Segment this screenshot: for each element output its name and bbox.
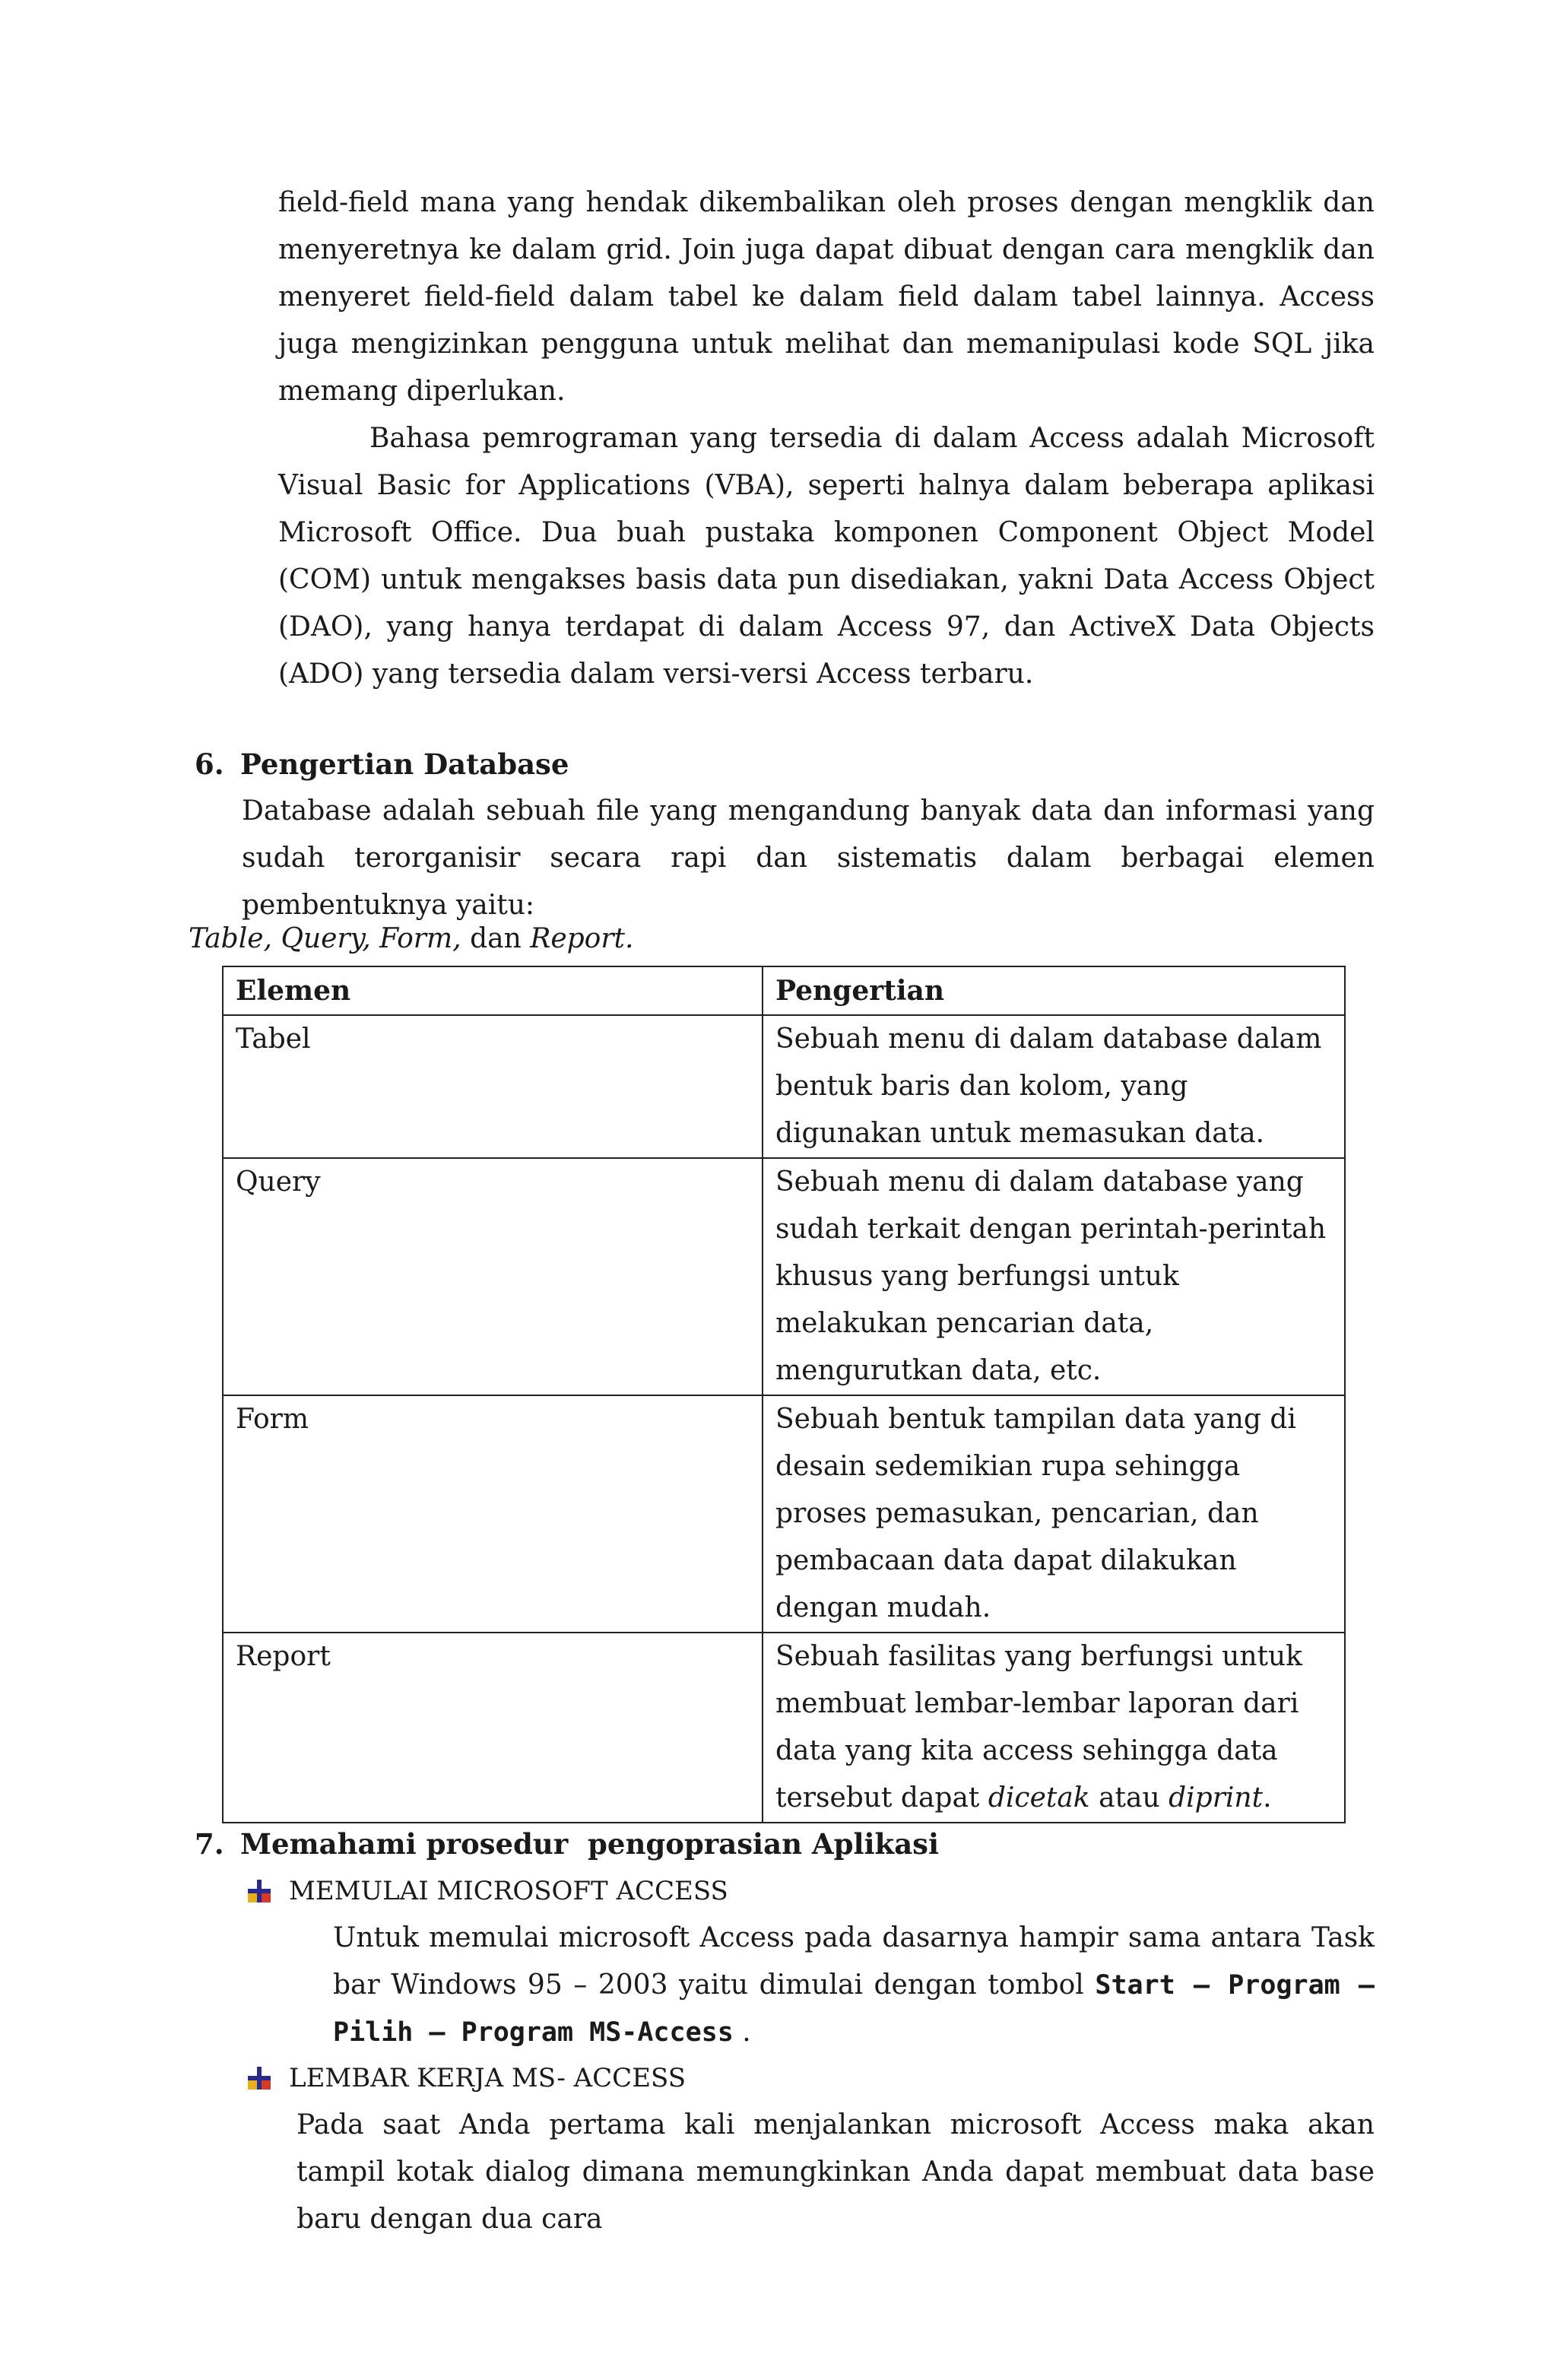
database-elements-table (222, 966, 1346, 1823)
section-6-heading (195, 745, 569, 783)
bullet-icon (248, 1880, 271, 1902)
cell-pengertian: Sebuah bentuk tampilan data yang di desain sedemikian rupa sehingga proses pemasukan, pencarian, dan pembacaan data dapat dilakukan dengan mudah. (763, 1395, 1345, 1633)
section-6-title: Pengertian Database (240, 747, 569, 781)
cell-elemen: Report (223, 1633, 763, 1823)
table-row (223, 1633, 1345, 1823)
bullet-memulai (248, 1872, 728, 1910)
bullet-memulai-heading: MEMULAI MICROSOFT ACCESS (289, 1876, 728, 1906)
caption-form: Form, (379, 923, 461, 954)
caption-table: Table, (189, 923, 272, 954)
report-italic-diprint: diprint (1169, 1782, 1264, 1814)
bullet-lembar-kerja-heading: LEMBAR KERJA MS- ACCESS (289, 2063, 687, 2093)
bullet-memulai-text (333, 1915, 1375, 2056)
report-text-suffix: . (1263, 1782, 1272, 1814)
paragraph-vba: Bahasa pemrograman yang tersedia di dalam Access adalah Microsoft Visual Basic for Applications (VBA), seperti halnya dalam beberapa aplikasi Microsoft Office. Dua buah pustaka komponen Component Object Model (COM) untuk mengakses basis data pun disediakan, yakni Data Access Object (DAO), yang hanya terdapat di dalam Access 97, dan ActiveX Data Objects (ADO) yang tersedia dalam versi-versi Access terbaru. (278, 423, 1375, 690)
report-italic-dicetak: dicetak (988, 1782, 1090, 1814)
bullet-icon (248, 2067, 271, 2090)
section-7-number: 7. (195, 1827, 224, 1861)
cell-pengertian: Sebuah menu di dalam database dalam bentuk baris dan kolom, yang digunakan untuk memasukan data. (763, 1015, 1345, 1158)
cell-pengertian: Sebuah menu di dalam database yang sudah terkait dengan perintah-perintah khusus yang berfungsi untuk melakukan pencarian data, mengurutkan data, etc. (763, 1158, 1345, 1395)
section-6-body: Database adalah sebuah file yang mengandung banyak data dan informasi yang sudah terorganisir secara rapi dan sistematis dalam berbagai elemen pembentuknya yaitu: (242, 795, 1375, 921)
report-text-prefix: Sebuah fasilitas yang berfungsi untuk membuat lembar-lembar laporan dari data yang kita access sehingga data tersebut dapat (775, 1641, 1302, 1814)
section-7-title: Memahami prosedur pengoprasian Aplikasi (240, 1827, 940, 1861)
table-row (223, 1158, 1345, 1395)
header-elemen: Elemen (223, 966, 763, 1015)
memulai-text-prefix: Untuk memulai microsoft Access pada dasarnya hampir sama antara Task bar Windows 95 – 2003 yaitu dimulai dengan tombol (333, 1922, 1375, 2001)
table-row (223, 1395, 1345, 1633)
cell-elemen: Query (223, 1158, 763, 1395)
bullet-lembar-kerja-text: Pada saat Anda pertama kali menjalankan microsoft Access maka akan tampil kotak dialog dimana memungkinkan Anda dapat membuat data base baru dengan dua cara (296, 2109, 1375, 2235)
memulai-text-suffix: . (742, 2017, 751, 2048)
cell-elemen: Tabel (223, 1015, 763, 1158)
report-text-mid: atau (1099, 1782, 1160, 1814)
paragraph-query-design: field-field mana yang hendak dikembalikan oleh proses dengan mengklik dan menyeretnya ke dalam grid. Join juga dapat dibuat dengan cara mengklik dan menyeret field-field dalam tabel ke dalam field dalam tabel lainnya. Access juga mengizinkan pengguna untuk melihat dan memanipulasi kode SQL jika memang diperlukan. (278, 187, 1375, 407)
caption-report: Report. (530, 923, 634, 954)
cell-elemen: Form (223, 1395, 763, 1633)
section-7-heading (195, 1825, 939, 1863)
cell-pengertian (763, 1633, 1345, 1823)
section-6-number: 6. (195, 747, 224, 781)
bullet-lembar-kerja (248, 2059, 686, 2097)
table-row (223, 1015, 1345, 1158)
caption-query: Query, (281, 923, 371, 954)
memulai-command: Start – Program – Pilih – Program MS-Access (333, 1970, 1375, 2048)
header-pengertian: Pengertian (763, 966, 1345, 1015)
caption-dan: dan (470, 923, 522, 954)
table-caption (189, 920, 633, 958)
table-header-row (223, 966, 1345, 1015)
